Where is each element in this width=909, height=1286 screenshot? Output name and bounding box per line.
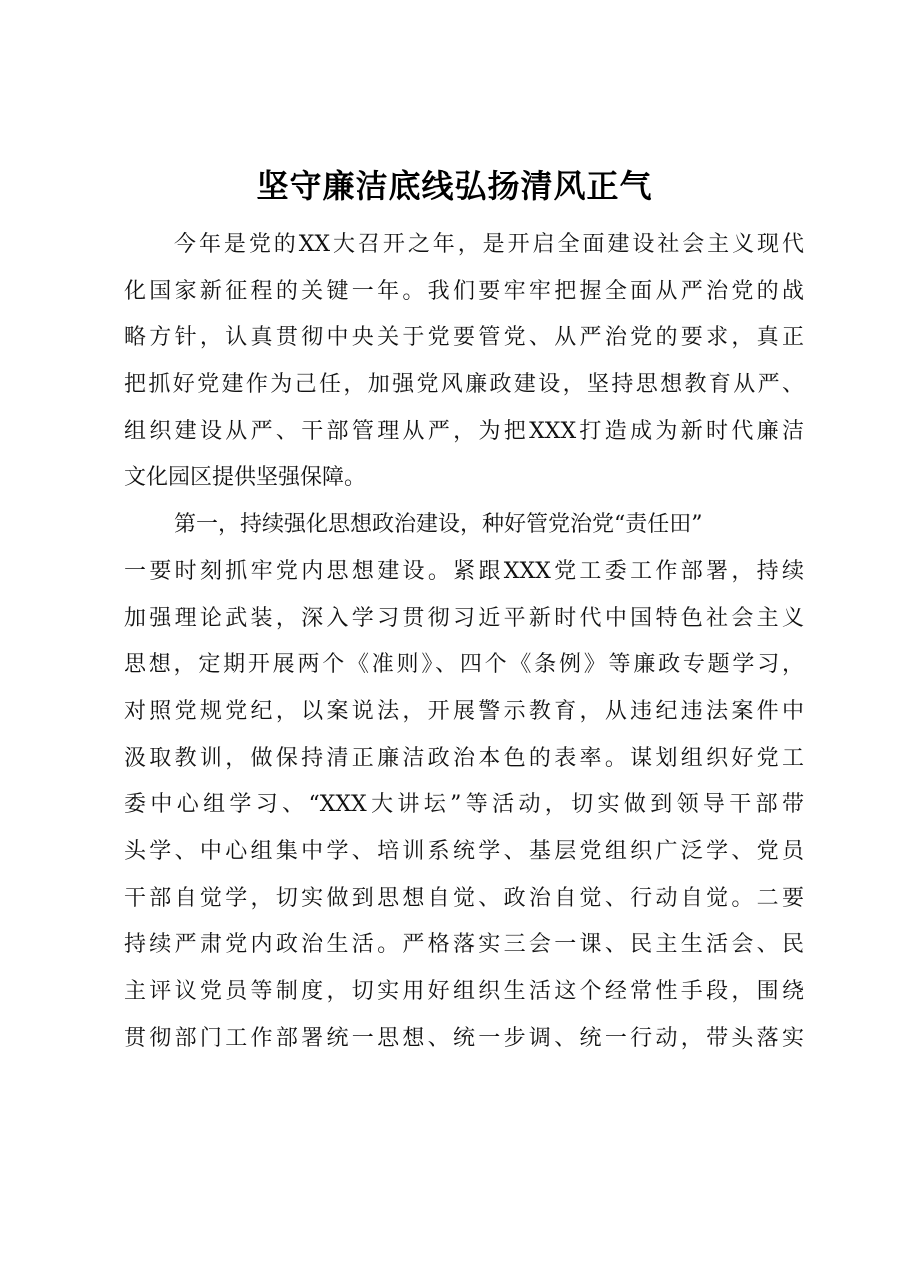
paragraph-2-line-11: 贯彻部门工作部署统一思想、统一步调、统一行动，带头落实 — [124, 1025, 804, 1051]
paragraph-2-line-2: 加强理论武装，深入学习贯彻习近平新时代中国特色社会主义 — [124, 605, 804, 631]
paragraph-1-line-1: 今年是党的XX大召开之年，是开启全面建设社会主义现代 — [174, 232, 804, 257]
paragraph-2-line-1: 一要时刻抓牢党内思想建设。紧跟XXX党工委工作部署，持续 — [124, 558, 804, 584]
document-title: 坚守廉洁底线弘扬清风正气 — [256, 167, 653, 205]
paragraph-1-line-5: 组织建设从严、干部管理从严，为把XXX打造成为新时代廉洁 — [124, 418, 804, 444]
paragraph-2-line-6: 委中心组学习、“XXX大讲坛”等活动，切实做到领导干部带 — [124, 792, 804, 818]
paragraph-2-line-8: 干部自觉学，切实做到思想自觉、政治自觉、行动自觉。二要 — [124, 885, 804, 911]
section-heading-1: 第一，持续强化思想政治建设，种好管党治党“责任田” — [174, 512, 703, 538]
paragraph-2-line-5: 汲取教训，做保持清正廉洁政治本色的表率。谋划组织好党工 — [124, 745, 804, 771]
paragraph-1-line-3: 略方针，认真贯彻中央关于党要管党、从严治党的要求，真正 — [124, 325, 804, 351]
document-body — [124, 222, 804, 1062]
paragraph-2-line-10: 主评议党员等制度，切实用好组织生活这个经常性手段，围绕 — [124, 979, 804, 1004]
paragraph-1-line-6: 文化园区提供坚强保障。 — [124, 465, 367, 491]
paragraph-2-line-9: 持续严肃党内政治生活。严格落实三会一课、民主生活会、民 — [124, 932, 804, 958]
paragraph-1-line-4: 把抓好党建作为己任，加强党风廉政建设，坚持思想教育从严、 — [124, 372, 804, 398]
paragraph-2-line-4: 对照党规党纪，以案说法，开展警示教育，从违纪违法案件中 — [124, 698, 804, 724]
paragraph-2-line-7: 头学、中心组集中学、培训系统学、基层党组织广泛学、党员 — [124, 838, 804, 864]
paragraph-2-line-3: 思想，定期开展两个《准则》、四个《条例》等廉政专题学习， — [124, 652, 804, 678]
paragraph-1-line-2: 化国家新征程的关键一年。我们要牢牢把握全面从严治党的战 — [124, 278, 804, 304]
